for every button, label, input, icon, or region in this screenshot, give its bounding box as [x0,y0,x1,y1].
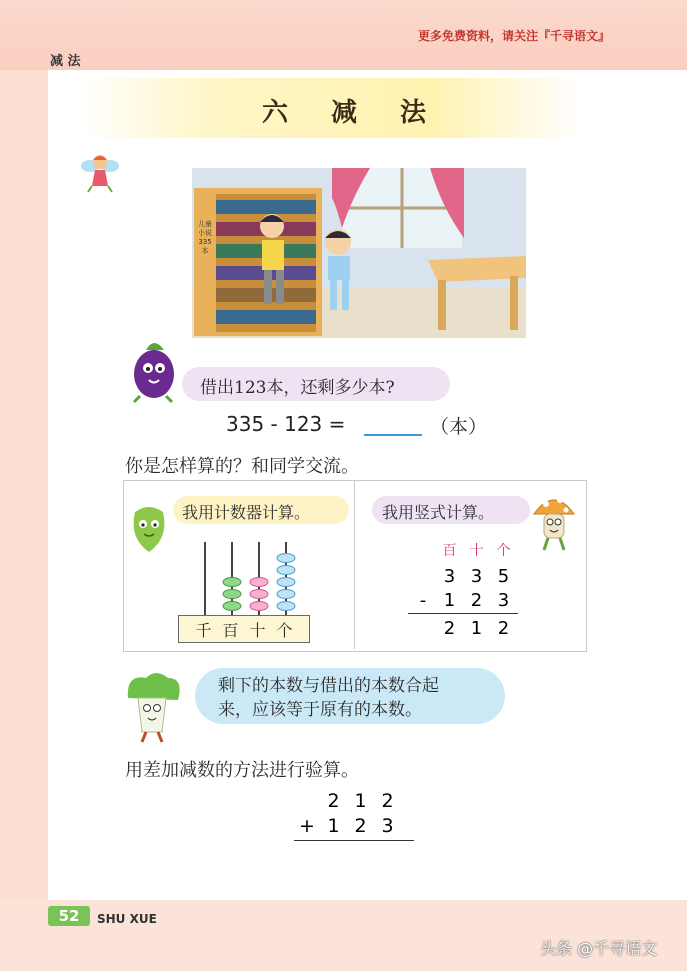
abacus-method-label: 我用计数器计算。 [182,503,311,522]
minuend-row [436,566,517,587]
place-header: 十 [469,543,484,559]
digit: 1 [470,618,483,639]
digit: 3 [497,590,510,611]
check-top-row [320,790,401,812]
pepper-character-icon [127,498,171,556]
result-row [436,618,517,639]
digit: 1 [443,590,456,611]
equation-unit: （本） [430,416,488,438]
equation-expression: 335 - 123 = [226,412,346,436]
answer-blank[interactable] [364,434,422,436]
subject-label: SHU XUE [97,912,157,926]
shelf-sign-line: 335 本 [198,238,212,255]
library-scene-illustration [192,168,526,338]
question-text: 借出123本，还剩多少本? [200,378,395,398]
subtrahend-row [436,590,517,611]
shelf-sign-line: 小说 [198,229,212,237]
place-headers [436,540,517,560]
discussion-prompt: 你是怎样算的？和同学交流。 [125,456,359,477]
digit: 1 [354,790,367,812]
mushroom-character-icon [530,490,578,554]
place-header: 个 [496,543,511,559]
page-title: 六 减 法 [261,98,429,128]
cabbage-character-icon [122,668,184,744]
digit: 3 [443,566,456,587]
digit: 2 [443,618,456,639]
digit: 2 [381,790,394,812]
place-label: 千 [195,620,212,640]
place-header: 百 [442,543,457,559]
check-bubble-line: 剩下的本数与借出的本数合起 [218,676,439,696]
watermark: 头条 @千寻语文 [540,939,658,958]
digit: 2 [497,618,510,639]
digit: 3 [381,815,394,837]
fairy-icon [80,152,120,194]
digit: 2 [470,590,483,611]
shelf-sign [195,220,215,256]
place-label: 十 [249,620,266,640]
left-margin-band [0,70,48,900]
methods-divider [354,481,355,649]
digit: 2 [354,815,367,837]
vertical-method-label: 我用竖式计算。 [382,503,495,522]
shelf-sign-line: 儿童 [198,220,212,228]
place-label: 个 [276,620,293,640]
digit: 1 [327,815,340,837]
check-instruction: 用差加减数的方法进行验算。 [125,760,359,781]
vertical-sum-line [408,613,518,614]
abacus [180,538,310,618]
eggplant-character-icon [122,330,182,404]
minus-sign: - [419,590,427,611]
check-bubble-text [218,674,439,722]
check-bubble-line: 来，应该等于原有的本数。 [218,700,422,720]
digit: 3 [470,566,483,587]
promo-text: 更多免费资料，请关注『千寻语文』 [418,29,611,43]
check-sum-line[interactable] [294,840,414,841]
abacus-place-labels [178,615,310,643]
digit: 2 [327,790,340,812]
plus-sign: + [299,815,315,837]
hundreds-beads [223,578,241,611]
place-label: 百 [222,620,239,640]
page-number: 52 [48,906,90,926]
ones-beads [277,554,295,611]
check-bottom-row [320,815,401,837]
digit: 5 [497,566,510,587]
section-tag: 减 法 [50,54,81,69]
tens-beads [250,578,268,611]
